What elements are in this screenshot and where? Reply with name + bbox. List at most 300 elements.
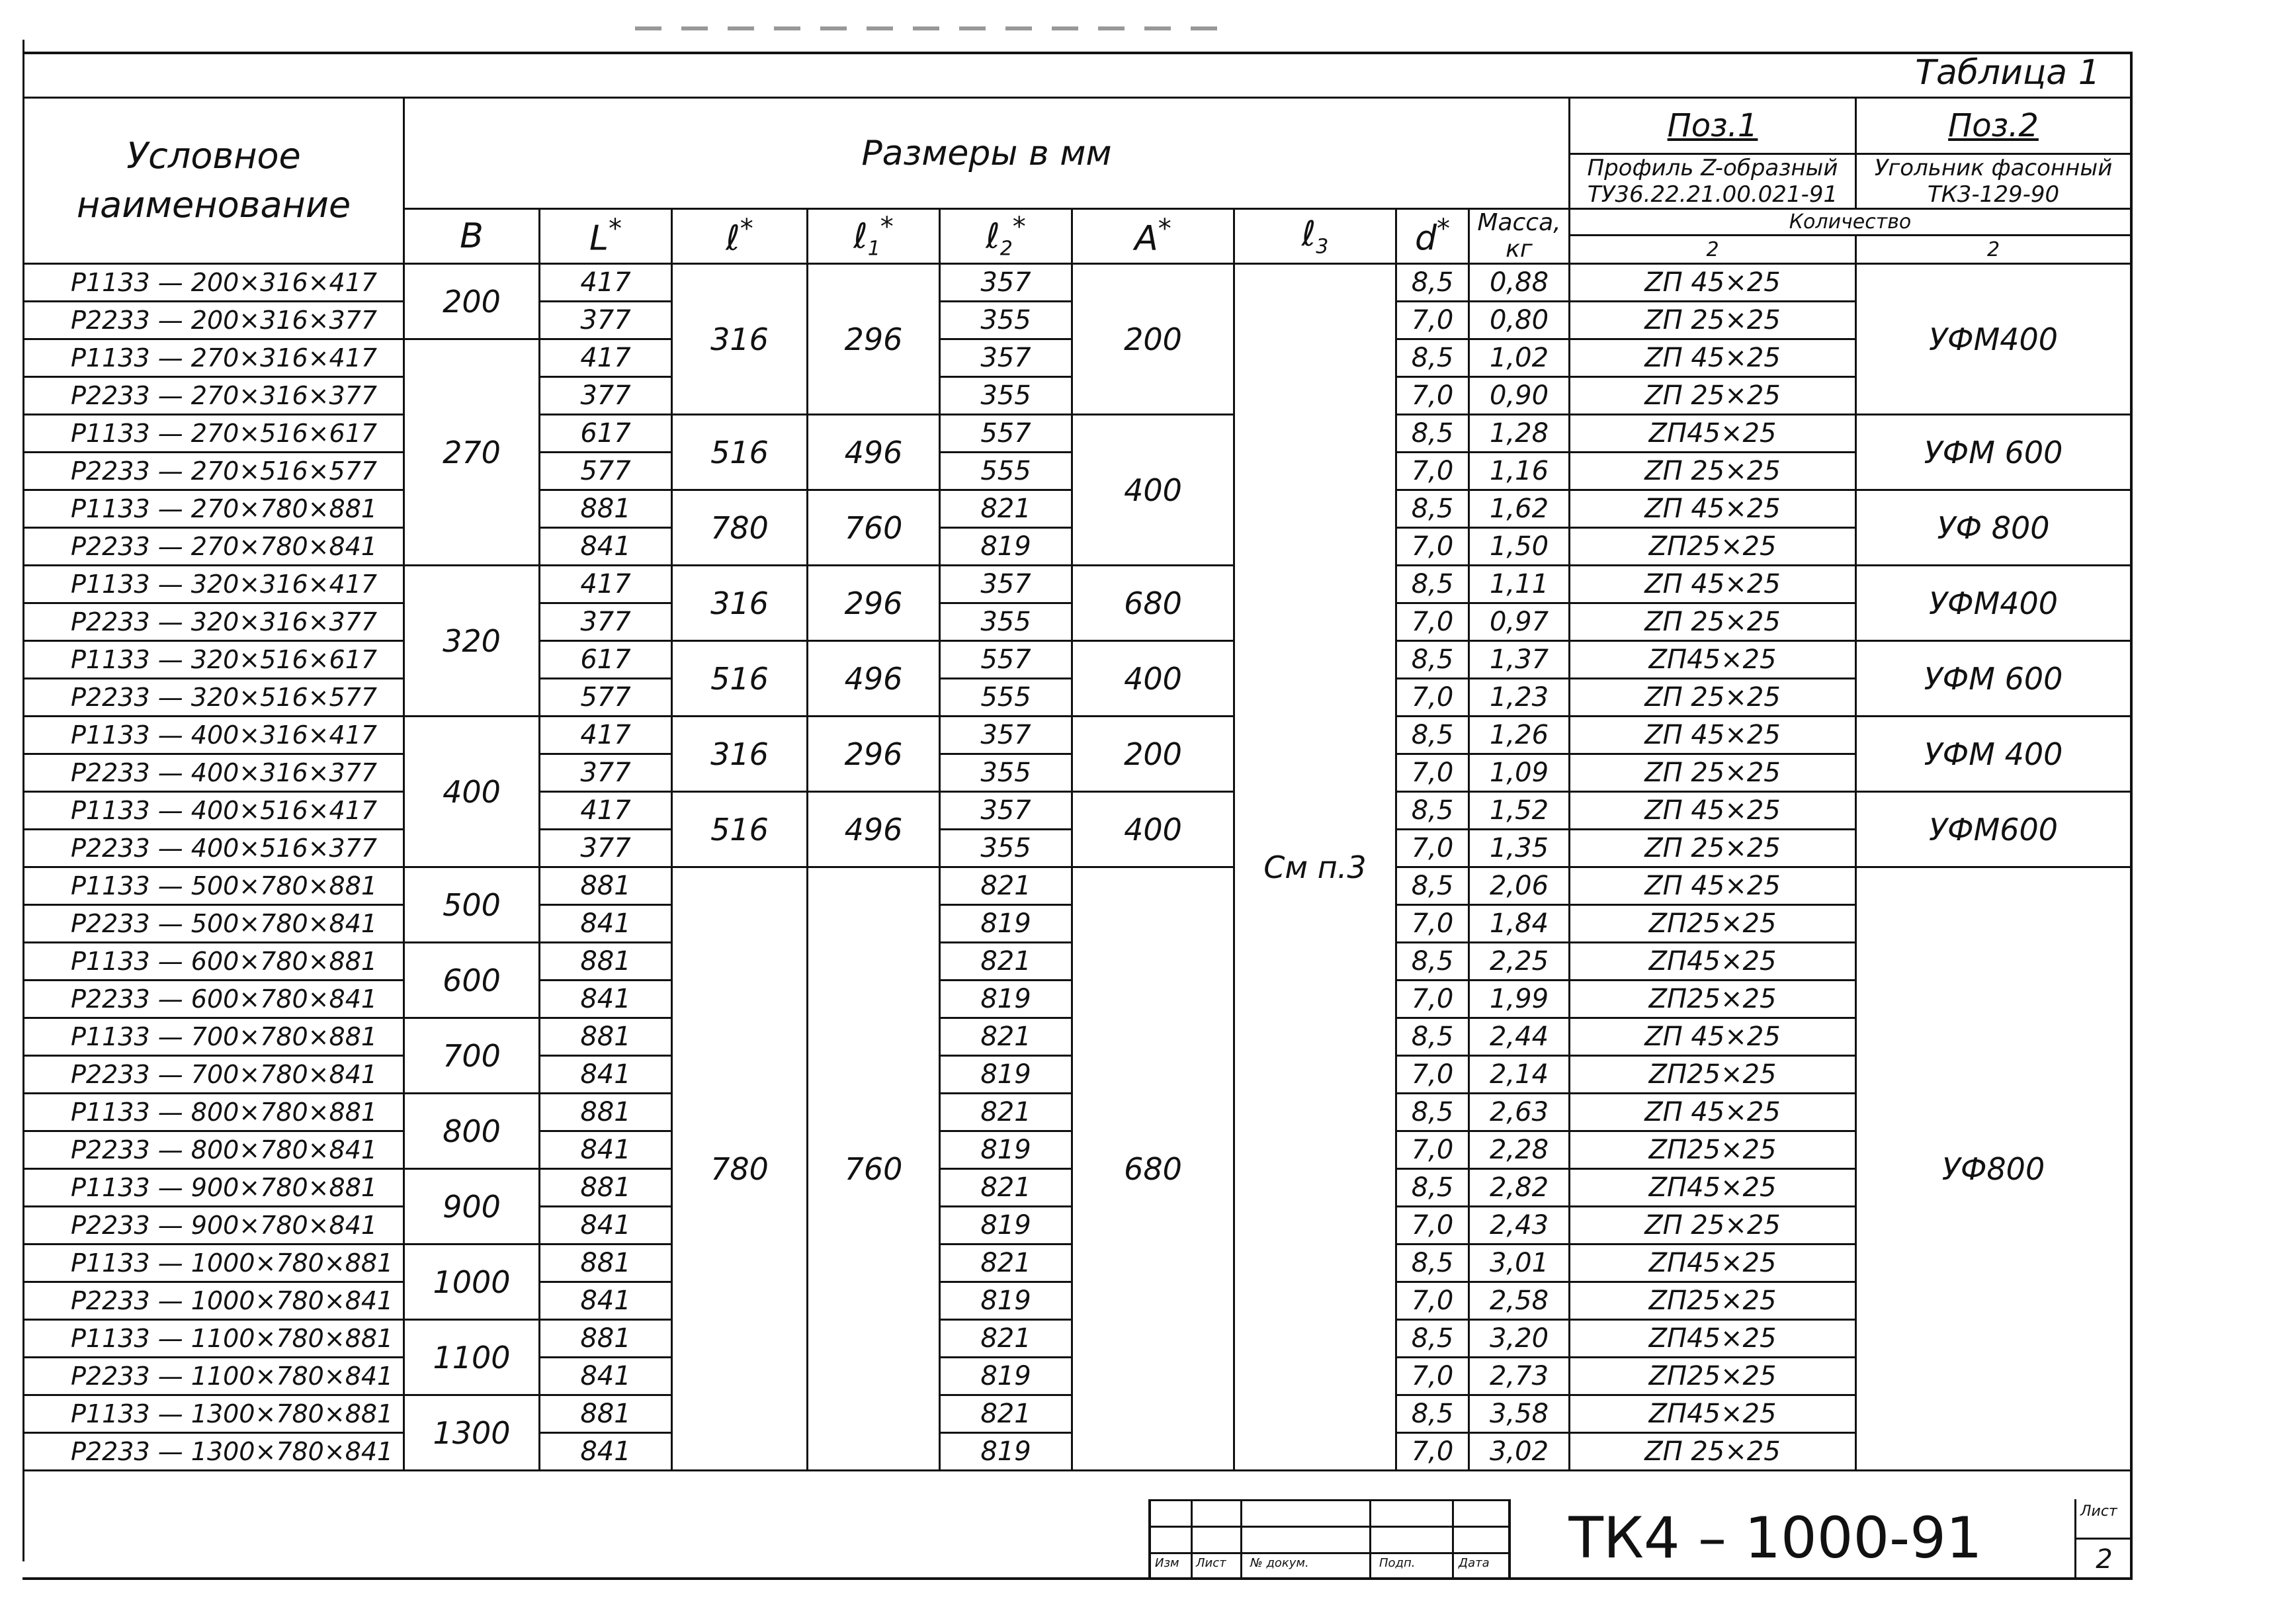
cell-l2: 821 [940,1395,1072,1433]
header-l2 [940,209,1072,264]
cell-L: 881 [540,1395,672,1433]
cell-pos2: УФ 800 [1856,490,2131,566]
cell-L: 377 [540,377,672,415]
cell-A: 680 [1072,566,1234,641]
cell-mass: 0,97 [1469,603,1570,641]
cell-pos1: ZП 25×25 [1570,377,1856,415]
cell-pos2: УФМ400 [1856,264,2131,415]
header-A-star: * [1158,214,1171,245]
cell-d: 8,5 [1396,566,1469,603]
header-l2-sub: 2 [999,237,1013,261]
cell-l: 516 [672,792,808,867]
cell-name: Р2233 — 600×780×841 [24,981,404,1018]
cell-name: Р2233 — 400×516×377 [24,830,404,867]
cell-mass: 2,25 [1469,943,1570,981]
cell-A: 400 [1072,792,1234,867]
cell-L: 377 [540,302,672,339]
cell-pos1: ZП25×25 [1570,981,1856,1018]
table-row [24,792,2131,830]
cell-pos1: ZП25×25 [1570,1358,1856,1395]
cell-pos1: ZП 45×25 [1570,566,1856,603]
header-d-text: d [1414,218,1437,259]
cell-L: 881 [540,867,672,905]
cell-l2: 357 [940,792,1072,830]
cell-pos1: ZП 25×25 [1570,1433,1856,1471]
cell-name: Р2233 — 320×316×377 [24,603,404,641]
cell-L: 881 [540,1244,672,1282]
header-B-text: B [460,216,484,256]
cell-B: 270 [404,339,540,566]
cell-mass: 3,02 [1469,1433,1570,1471]
header-L [540,209,672,264]
cell-l2: 555 [940,679,1072,717]
cell-B: 200 [404,264,540,339]
cell-name: Р1133 — 1000×780×881 [24,1244,404,1282]
cell-d: 7,0 [1396,1056,1469,1094]
sheet-label: Лист [2080,1503,2117,1520]
cell-l1: 296 [808,264,940,415]
cell-mass: 1,09 [1469,754,1570,792]
cell-mass: 1,99 [1469,981,1570,1018]
cell-d: 8,5 [1396,1094,1469,1131]
sheet-box [2074,1499,2132,1577]
cell-l1: 496 [808,792,940,867]
cell-A: 400 [1072,415,1234,566]
cell-d: 8,5 [1396,867,1469,905]
cell-l2: 819 [940,905,1072,943]
cell-mass: 2,44 [1469,1018,1570,1056]
cell-l2: 355 [940,603,1072,641]
cell-name: Р2233 — 900×780×841 [24,1207,404,1244]
header-l2-text: ℓ [986,216,1000,257]
stamp-label-date: Дата [1459,1556,1490,1570]
cell-mass: 3,20 [1469,1320,1570,1358]
cell-d: 7,0 [1396,905,1469,943]
cell-pos1: ZП45×25 [1570,1395,1856,1433]
cell-name: Р2233 — 270×516×577 [24,453,404,490]
cell-name: Р2233 — 270×780×841 [24,528,404,566]
cell-pos1: ZП25×25 [1570,1056,1856,1094]
cell-name: Р1133 — 1100×780×881 [24,1320,404,1358]
cell-mass: 0,88 [1469,264,1570,302]
cell-l2: 819 [940,981,1072,1018]
cell-L: 841 [540,528,672,566]
cell-L: 577 [540,679,672,717]
cell-mass: 2,63 [1469,1094,1570,1131]
table-row [24,566,2131,603]
cell-name: Р1133 — 400×316×417 [24,717,404,754]
header-mass: Масса, кг [1469,209,1570,264]
cell-name: Р2233 — 500×780×841 [24,905,404,943]
table-row [24,415,2131,453]
grid-line [1191,1499,1193,1577]
cell-d: 7,0 [1396,1433,1469,1471]
cell-d: 8,5 [1396,641,1469,679]
table-row [24,641,2131,679]
cell-B: 400 [404,717,540,867]
cell-pos1: ZП 45×25 [1570,1094,1856,1131]
cell-d: 7,0 [1396,302,1469,339]
cell-A: 680 [1072,867,1234,1471]
cell-B: 700 [404,1018,540,1094]
header-pos2-desc: Угольник фасонный ТК3-129-90 [1856,154,2131,209]
cell-l2: 819 [940,1131,1072,1169]
cell-name: Р1133 — 1300×780×881 [24,1395,404,1433]
stamp-label-sign: Подп. [1379,1556,1416,1570]
cell-name: Р1133 — 800×780×881 [24,1094,404,1131]
cell-A: 200 [1072,717,1234,792]
cell-pos1: ZП25×25 [1570,905,1856,943]
cell-d: 7,0 [1396,1131,1469,1169]
cell-B: 1100 [404,1320,540,1395]
cell-pos1: ZП45×25 [1570,1320,1856,1358]
cell-pos1: ZП 45×25 [1570,792,1856,830]
header-l1-star: * [880,212,894,243]
cell-pos1: ZП45×25 [1570,1244,1856,1282]
cell-L: 417 [540,566,672,603]
cell-l: 316 [672,566,808,641]
cell-mass: 2,14 [1469,1056,1570,1094]
header-l [672,209,808,264]
cell-L: 377 [540,603,672,641]
grid-line [1151,1552,1508,1554]
cell-name: Р1133 — 270×516×617 [24,415,404,453]
cell-B: 800 [404,1094,540,1169]
cell-d: 8,5 [1396,490,1469,528]
cell-d: 7,0 [1396,528,1469,566]
cell-B: 500 [404,867,540,943]
cell-mass: 1,23 [1469,679,1570,717]
cell-l1: 296 [808,566,940,641]
grid-line [1452,1499,1454,1577]
frame-top-line [22,52,2130,54]
header-d-star: * [1437,214,1450,245]
header-l3-sub: 3 [1316,235,1329,259]
cell-l2: 821 [940,1169,1072,1207]
header-l-text: ℓ [726,218,740,259]
sheet-number: 2 [2076,1538,2132,1579]
cell-l2: 555 [940,453,1072,490]
header-qty1 [1570,236,1856,264]
grid-line [1369,1499,1371,1577]
cell-L: 617 [540,415,672,453]
cell-l2: 357 [940,264,1072,302]
cell-L: 417 [540,792,672,830]
cell-L: 841 [540,1358,672,1395]
cell-d: 7,0 [1396,830,1469,867]
stamp-label-list: Лист [1196,1556,1226,1570]
cell-l2: 821 [940,1320,1072,1358]
stamp-label-doc: № докум. [1250,1556,1309,1570]
cell-L: 841 [540,1131,672,1169]
cell-pos2: УФМ 600 [1856,415,2131,490]
cell-pos2: УФМ 400 [1856,717,2131,792]
cell-d: 7,0 [1396,1282,1469,1320]
cell-l2: 821 [940,1244,1072,1282]
cell-name: Р2233 — 270×316×377 [24,377,404,415]
header-l-star: * [740,214,753,245]
cell-pos2: УФМ400 [1856,566,2131,641]
cell-d: 8,5 [1396,717,1469,754]
cell-l2: 355 [940,302,1072,339]
header-l1 [808,209,940,264]
cell-l: 516 [672,415,808,490]
cell-l2: 819 [940,1207,1072,1244]
cell-L: 881 [540,490,672,528]
cell-L: 377 [540,830,672,867]
cell-d: 7,0 [1396,679,1469,717]
cell-L: 841 [540,1433,672,1471]
cell-pos1: ZП 45×25 [1570,1018,1856,1056]
cell-mass: 3,58 [1469,1395,1570,1433]
cell-pos1: ZП25×25 [1570,528,1856,566]
cell-d: 8,5 [1396,1169,1469,1207]
specification-table [22,97,2132,1471]
grid-line [1151,1526,1508,1528]
header-l3-text: ℓ [1301,214,1316,254]
cell-pos1: ZП 25×25 [1570,302,1856,339]
cell-mass: 1,11 [1469,566,1570,603]
header-pos2: Поз.2 [1856,98,2131,154]
cell-mass: 2,73 [1469,1358,1570,1395]
cell-L: 417 [540,264,672,302]
cell-name: Р1133 — 320×516×617 [24,641,404,679]
cell-L: 881 [540,1094,672,1131]
cell-d: 8,5 [1396,1244,1469,1282]
cell-L: 841 [540,1207,672,1244]
cell-B: 900 [404,1169,540,1244]
header-qty1-value: 2 [1706,238,1719,261]
cell-d: 8,5 [1396,264,1469,302]
cell-L: 881 [540,1320,672,1358]
cell-mass: 0,80 [1469,302,1570,339]
cell-pos1: ZП 45×25 [1570,717,1856,754]
cell-l: 316 [672,264,808,415]
cell-pos1: ZП 25×25 [1570,1207,1856,1244]
header-L-text: L [589,218,609,259]
cell-l2: 821 [940,490,1072,528]
cell-A: 200 [1072,264,1234,415]
header-pos1-desc: Профиль Z-образный ТУ36.22.21.00.021-91 [1570,154,1856,209]
cell-L: 841 [540,905,672,943]
header-qty2 [1856,236,2131,264]
cell-name: Р2233 — 800×780×841 [24,1131,404,1169]
cell-mass: 1,37 [1469,641,1570,679]
grid-line [1240,1499,1242,1577]
cell-A: 400 [1072,641,1234,717]
cell-l2: 821 [940,867,1072,905]
cell-name: Р1133 — 200×316×417 [24,264,404,302]
cell-name: Р2233 — 1300×780×841 [24,1433,404,1471]
frame-bottom-line [22,1577,2133,1580]
table-body [24,264,2131,1471]
title-block [1148,1499,2130,1577]
header-A [1072,209,1234,264]
header-A-text: A [1134,218,1158,259]
cell-mass: 2,28 [1469,1131,1570,1169]
cell-mass: 1,35 [1469,830,1570,867]
cell-l: 780 [672,867,808,1471]
cell-name: Р1133 — 600×780×881 [24,943,404,981]
cell-B: 320 [404,566,540,717]
cell-pos1: ZП 25×25 [1570,453,1856,490]
cell-L: 881 [540,943,672,981]
cell-name: Р2233 — 1000×780×841 [24,1282,404,1320]
cell-l2: 357 [940,339,1072,377]
cell-pos2: УФМ 600 [1856,641,2131,717]
cell-L: 881 [540,1169,672,1207]
cell-B: 600 [404,943,540,1018]
cell-pos2: УФМ600 [1856,792,2131,867]
cell-l2: 355 [940,754,1072,792]
header-l3 [1234,209,1396,264]
cell-l2: 355 [940,377,1072,415]
header-sizes: Размеры в мм [404,98,1570,209]
cell-mass: 1,50 [1469,528,1570,566]
title-block-grid [1148,1499,1508,1577]
cell-l2: 819 [940,1358,1072,1395]
cell-mass: 3,01 [1469,1244,1570,1282]
header-l1-text: ℓ [853,216,868,257]
cell-name: Р1133 — 900×780×881 [24,1169,404,1207]
header-l2-star: * [1012,212,1026,243]
cell-d: 7,0 [1396,754,1469,792]
header-d [1396,209,1469,264]
cell-name: Р1133 — 700×780×881 [24,1018,404,1056]
cell-l1: 296 [808,717,940,792]
cell-d: 8,5 [1396,792,1469,830]
cell-l2: 821 [940,1094,1072,1131]
cell-name: Р1133 — 270×316×417 [24,339,404,377]
cell-pos1: ZП 25×25 [1570,830,1856,867]
cell-d: 8,5 [1396,415,1469,453]
cell-d: 7,0 [1396,603,1469,641]
cell-l3: См п.3 [1234,264,1396,1471]
cell-name: Р2233 — 400×316×377 [24,754,404,792]
cell-mass: 1,62 [1469,490,1570,528]
cell-pos2: УФ800 [1856,867,2131,1471]
cell-name: Р2233 — 700×780×841 [24,1056,404,1094]
cell-L: 881 [540,1018,672,1056]
cell-pos1: ZП25×25 [1570,1131,1856,1169]
cell-mass: 1,84 [1469,905,1570,943]
header-B [404,209,540,264]
cell-mass: 1,28 [1469,415,1570,453]
cell-L: 841 [540,1056,672,1094]
cell-mass: 1,52 [1469,792,1570,830]
cell-B: 1000 [404,1244,540,1320]
cell-pos1: ZП25×25 [1570,1282,1856,1320]
cell-name: Р2233 — 200×316×377 [24,302,404,339]
cell-mass: 2,58 [1469,1282,1570,1320]
cell-pos1: ZП 25×25 [1570,679,1856,717]
cell-name: Р1133 — 320×316×417 [24,566,404,603]
table-row [24,717,2131,754]
cell-L: 377 [540,754,672,792]
cell-d: 7,0 [1396,377,1469,415]
cell-d: 7,0 [1396,981,1469,1018]
cell-mass: 1,26 [1469,717,1570,754]
header-name [24,98,404,264]
cell-d: 7,0 [1396,1358,1469,1395]
cell-pos1: ZП 45×25 [1570,490,1856,528]
cell-mass: 1,02 [1469,339,1570,377]
cell-pos1: ZП 25×25 [1570,754,1856,792]
cell-mass: 1,16 [1469,453,1570,490]
cell-l: 316 [672,717,808,792]
header-l1-sub: 1 [867,237,880,261]
header-quantity: Количество [1570,209,2131,236]
header-qty2-value: 2 [1986,238,2000,261]
cell-L: 417 [540,717,672,754]
cell-name: Р1133 — 500×780×881 [24,867,404,905]
cell-pos1: ZП 25×25 [1570,603,1856,641]
cell-l: 516 [672,641,808,717]
document-code: ТК4 – 1000-91 [1508,1499,2040,1577]
cell-l2: 819 [940,1433,1072,1471]
cell-mass: 0,90 [1469,377,1570,415]
cell-L: 617 [540,641,672,679]
stamp-label-izm: Изм [1155,1556,1179,1570]
grid-line [1151,1499,1508,1501]
cell-L: 417 [540,339,672,377]
cell-name: Р2233 — 320×516×577 [24,679,404,717]
cell-name: Р2233 — 1100×780×841 [24,1358,404,1395]
cell-l1: 496 [808,641,940,717]
header-L-star: * [608,214,622,245]
cell-l2: 819 [940,1282,1072,1320]
cell-l2: 557 [940,641,1072,679]
cell-l2: 819 [940,1056,1072,1094]
cell-L: 841 [540,1282,672,1320]
cell-pos1: ZП45×25 [1570,641,1856,679]
cell-l1: 760 [808,867,940,1471]
header-pos1: Поз.1 [1570,98,1856,154]
cell-d: 8,5 [1396,339,1469,377]
header-name-text: Условное наименование [76,135,351,226]
cell-l: 780 [672,490,808,566]
cell-l2: 355 [940,830,1072,867]
scan-artifact [635,26,1230,30]
cell-l1: 496 [808,415,940,490]
cell-l2: 557 [940,415,1072,453]
cell-L: 577 [540,453,672,490]
cell-L: 841 [540,981,672,1018]
cell-d: 7,0 [1396,453,1469,490]
cell-l2: 357 [940,717,1072,754]
cell-B: 1300 [404,1395,540,1471]
cell-l2: 357 [940,566,1072,603]
cell-name: Р1133 — 400×516×417 [24,792,404,830]
cell-pos1: ZП 45×25 [1570,339,1856,377]
cell-mass: 2,43 [1469,1207,1570,1244]
cell-pos1: ZП 45×25 [1570,264,1856,302]
table-row [24,264,2131,302]
cell-d: 8,5 [1396,1395,1469,1433]
cell-mass: 2,82 [1469,1169,1570,1207]
cell-pos1: ZП45×25 [1570,415,1856,453]
cell-pos1: ZП 45×25 [1570,867,1856,905]
cell-name: Р1133 — 270×780×881 [24,490,404,528]
cell-l2: 821 [940,1018,1072,1056]
cell-l2: 819 [940,528,1072,566]
cell-mass: 2,06 [1469,867,1570,905]
table-row [24,867,2131,905]
cell-pos1: ZП45×25 [1570,943,1856,981]
cell-l1: 760 [808,490,940,566]
cell-l2: 821 [940,943,1072,981]
cell-d: 8,5 [1396,943,1469,981]
